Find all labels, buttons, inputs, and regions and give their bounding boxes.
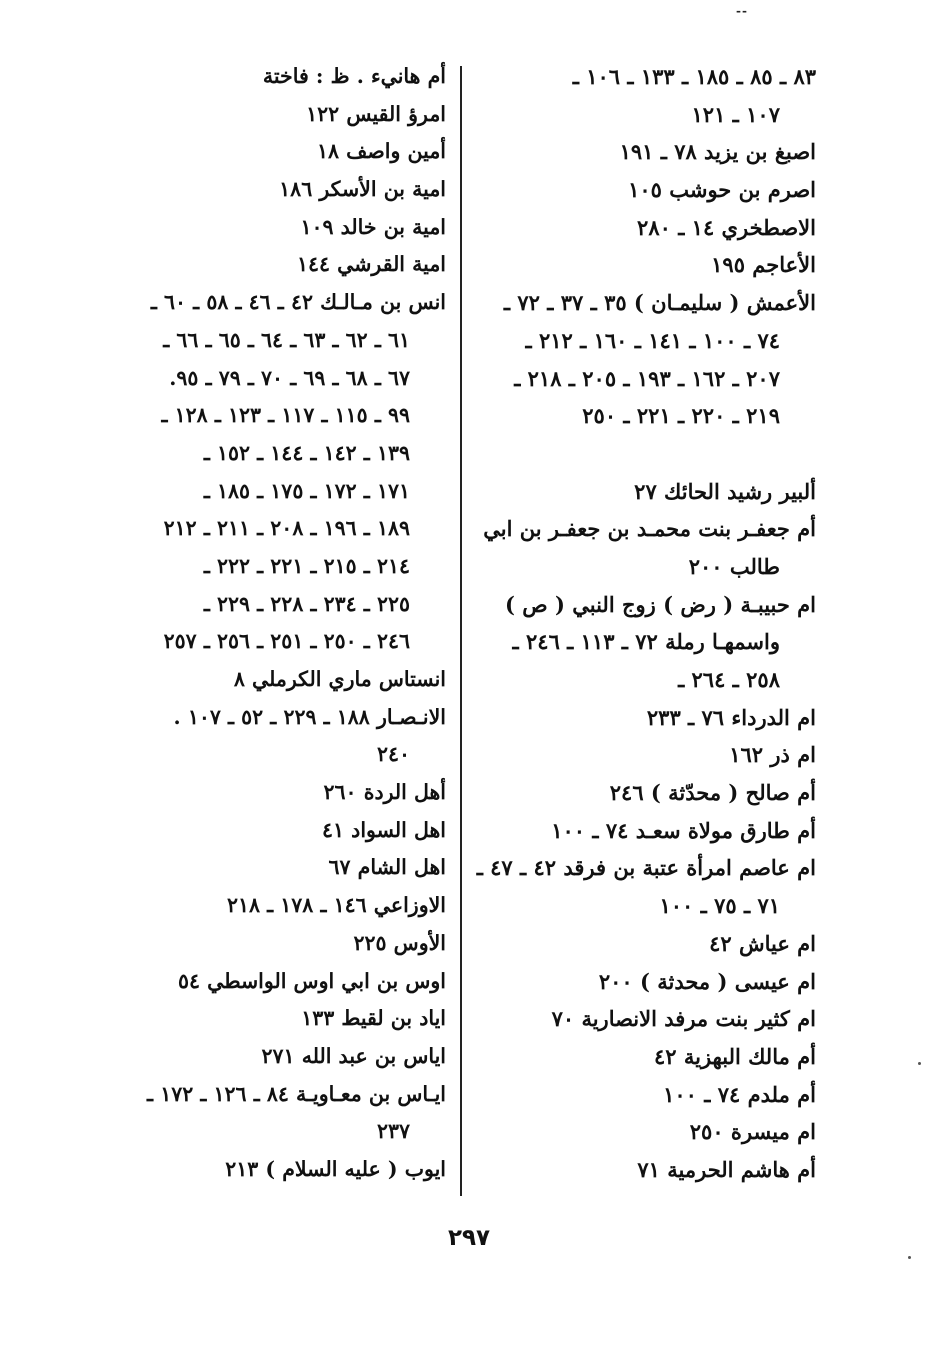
index-entry: أم هاشم الحرمية ٧١ — [637, 1156, 816, 1182]
index-entry: ام الدرداء ٧٦ ـ ٢٣٣ — [646, 704, 816, 730]
index-entry: أم صالح ( محدّثة ) ٢٤٦ — [609, 780, 816, 806]
index-continuation-line: ٢٥٨ ـ ٢٦٤ ـ — [678, 667, 780, 692]
index-entry: انس بن مـالـك ٤٢ ـ ٤٦ ـ ٥٨ ـ ٦٠ ـ — [150, 290, 446, 315]
index-entry: ام ذر ١٦٢ — [729, 742, 816, 768]
index-continuation-line: طالب ٢٠٠ — [688, 553, 780, 579]
index-entry: ام عياش ٤٢ — [709, 930, 816, 956]
scan-speck — [908, 1256, 911, 1259]
index-entry: أهل الردة ٢٦٠ — [323, 780, 446, 805]
index-entry: الاوزاعي ١٤٦ ـ ١٧٨ ـ ٢١٨ — [226, 893, 446, 918]
index-continuation-line: ٢٠٧ ـ ١٦٢ ـ ١٩٣ ـ ٢٠٥ ـ ٢١٨ ـ — [514, 365, 780, 391]
index-entry: ايـاس بن معـاويـة ٨٤ ـ ١٢٦ ـ ١٧٢ ـ — [147, 1081, 446, 1106]
index-entry: أم هانيء . ظ : فاختة — [262, 64, 446, 88]
index-entry: ٨٣ ـ ٨٥ ـ ١٨٥ ـ ١٣٣ ـ ١٠٦ ـ — [572, 64, 816, 89]
index-entry: الأوس ٢٢٥ — [353, 930, 446, 955]
index-continuation-line: ٦١ ـ ٦٢ ـ ٦٣ ـ ٦٤ ـ ٦٥ ـ ٦٦ ـ — [163, 327, 410, 352]
index-entry: ام حبيبـة ( رض ) زوج النبي ( ص ) — [505, 591, 816, 617]
index-entry: اصبغ بن يزيد ٧٨ ـ ١٩١ — [619, 139, 816, 165]
index-entry: اهل الشام ٦٧ — [328, 855, 446, 880]
index-continuation-line: ٢١٩ ـ ٢٢٠ ـ ٢٢١ ـ ٢٥٠ — [582, 403, 780, 429]
index-entry: ام عيسى ( محدثة ) ٢٠٠ — [598, 968, 816, 994]
index-continuation-line: ٢١٤ ـ ٢١٥ ـ ٢٢١ ـ ٢٢٢ ـ — [203, 553, 410, 578]
corner-mark: -- — [736, 4, 748, 18]
index-entry: اوس بن ابي اوس الواسطي ٥٤ — [177, 968, 446, 993]
index-entry: الانـصـار ١٨٨ ـ ٢٢٩ ـ ٥٢ ـ ١٠٧ . — [173, 704, 446, 729]
index-entry: انستاس ماري الكرملي ٨ — [233, 667, 446, 691]
index-entry: اياس بن عبد الله ٢٧١ — [261, 1043, 446, 1068]
column-divider — [460, 66, 462, 1196]
index-entry: أم مالك البهزية ٤٢ — [653, 1043, 816, 1069]
index-continuation-line: واسمهـا رملة ٧٢ ـ ١١٣ ـ ٢٤٦ ـ — [512, 629, 780, 655]
index-continuation-line: ٩٩ ـ ١١٥ ـ ١١٧ ـ ١٢٣ ـ ١٢٨ ـ — [161, 403, 410, 428]
index-entry: ام كثير بنت مرفد الانصارية ٧٠ — [551, 1006, 816, 1032]
index-entry: امية القرشي ١٤٤ — [296, 252, 446, 277]
index-continuation-line: ١٧١ ـ ١٧٢ ـ ١٧٥ ـ ١٨٥ ـ — [203, 478, 410, 503]
index-entry: اهل السواد ٤١ — [322, 817, 446, 842]
index-entry: الأعاجم ١٩٥ — [711, 252, 816, 278]
index-entry: الأعمش ( سليمـان ) ٣٥ ـ ٣٧ ـ ٧٢ ـ — [503, 290, 816, 316]
index-spacer — [482, 435, 816, 473]
index-continuation-line: ٢٤٦ ـ ٢٥٠ ـ ٢٥١ ـ ٢٥٦ ـ ٢٥٧ — [163, 629, 410, 654]
index-column-left — [103, 58, 446, 1189]
index-entry: امرؤ القيس ١٢٢ — [306, 101, 446, 126]
index-entry: اياد بن لقيط ١٣٣ — [301, 1006, 446, 1031]
index-entry: الاصطخري ١٤ ـ ٢٨٠ — [637, 214, 816, 240]
index-entry: اصرم بن حوشب ١٠٥ — [628, 177, 816, 203]
index-entry: ام ميسرة ٢٥٠ — [689, 1119, 816, 1145]
index-continuation-line: ٧٤ ـ ١٠٠ ـ ١٤١ ـ ١٦٠ ـ ٢١٢ ـ — [525, 327, 780, 353]
index-entry: امية بن خالد ١٠٩ — [300, 214, 446, 239]
index-continuation-line: ١٨٩ ـ ١٩٦ ـ ٢٠٨ ـ ٢١١ ـ ٢١٢ — [163, 516, 410, 541]
index-entry: أمين واصف ١٨ — [317, 139, 446, 164]
index-continuation-line: ١٠٧ ـ ١٢١ — [691, 101, 780, 127]
index-entry: أم طارق مولاة سعـد ٧٤ ـ ١٠٠ — [551, 817, 816, 843]
index-entry: أم ملدم ٧٤ ـ ١٠٠ — [663, 1081, 816, 1107]
index-continuation-line: ٧١ ـ ٧٥ ـ ١٠٠ — [659, 893, 780, 919]
scan-speck — [918, 1062, 921, 1065]
index-entry: أم جعفـر بنت محمـد بن جعفـر بن ابي — [483, 516, 816, 542]
index-entry: ايوب ( عليه السلام ) ٢١٣ — [225, 1156, 446, 1181]
index-continuation-line: ٢٣٧ — [376, 1119, 410, 1144]
index-continuation-line: ٢٤٠ — [376, 742, 410, 767]
index-column-right — [476, 58, 816, 1189]
index-continuation-line: ١٣٩ ـ ١٤٢ ـ ١٤٤ ـ ١٥٢ ـ — [203, 440, 410, 465]
index-entry: ألبير رشيد الحائك ٢٧ — [634, 478, 816, 504]
index-continuation-line: ٢٢٥ ـ ٢٣٤ ـ ٢٢٨ ـ ٢٢٩ ـ — [203, 591, 410, 616]
index-entry: ام عاصم امرأة عتبة بن فرقد ٤٢ ـ ٤٧ ـ — [476, 855, 816, 881]
index-continuation-line: ٦٧ ـ ٦٨ ـ ٦٩ ـ ٧٠ ـ ٧٩ ـ ٩٥. — [169, 365, 410, 390]
page-number: ٢٩٧ — [447, 1225, 491, 1251]
index-entry: امية بن الأسكر ١٨٦ — [279, 177, 446, 202]
